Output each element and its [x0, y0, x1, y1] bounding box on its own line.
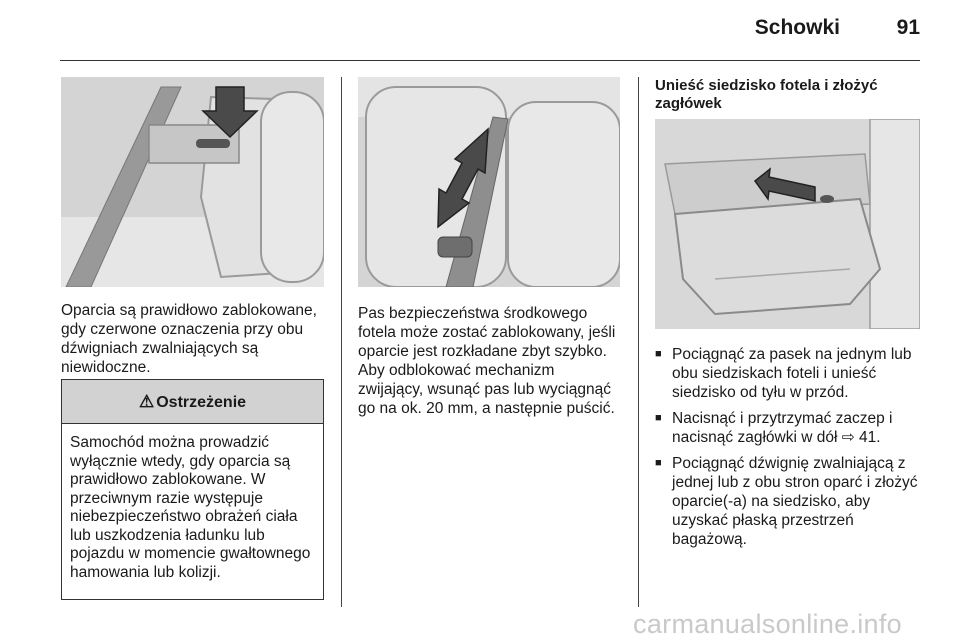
warning-text: Samochód można prowadzić wyłącznie wtedy, gdy oparcia są prawidłowo zablokowane. W przeciwnym razie występuje niebezpieczeństwo obrażeń ciała lub uszkodzenia ładunku lub pojazdu w momencie gwałtownego hamowania lub kolizji. — [70, 434, 311, 581]
seatback-lever-illustration — [61, 77, 324, 287]
instruction-list — [655, 345, 920, 549]
page-title: Schowki — [754, 16, 840, 39]
watermark-text: carmanualsonline.info — [633, 609, 902, 639]
warning-header — [62, 380, 323, 424]
seatbelt-paragraph: Pas bezpieczeństwa środkowego fotela może zostać zablokowany, jeśli oparcie jest rozkładane zbyt szybko. Aby odblokować mechanizm zwijający, wsunąć pas lub wyciągnąć go na ok. 20 mm, a następnie puścić. — [358, 305, 616, 417]
column-divider — [341, 77, 342, 607]
list-item: ■ Nacisnąć i przytrzymać zaczep i nacisnąć zagłówki w dół ⇨ 41. — [655, 409, 920, 447]
seat-cushion-illustration — [655, 119, 920, 329]
lock-status-paragraph: Oparcia są prawidłowo zablokowane, gdy czerwone oznaczenia przy obu dźwigniach zwalniających są niewidoczne. — [61, 302, 317, 376]
column-divider — [638, 77, 639, 607]
list-item: ■ Pociągnąć za pasek na jednym lub obu siedziskach foteli i unieść siedzisko od tyłu w przód. — [655, 345, 920, 402]
center-seatbelt-illustration — [358, 77, 620, 287]
column-left — [61, 77, 324, 377]
list-item: ■ Pociągnąć dźwignię zwalniającą z jednej lub z obu stron oparć i złożyć oparcie(-a) na siedzisko, aby uzyskać płaską przestrzeń bagażową. — [655, 454, 920, 549]
column-right — [655, 77, 920, 556]
page-header — [60, 0, 920, 61]
warning-box — [61, 379, 324, 600]
section-subheading: Unieść siedzisko fotela i złożyć zagłówek — [655, 77, 878, 112]
page-number: 91 — [896, 16, 920, 39]
column-middle — [358, 77, 620, 418]
warning-icon: ⚠ — [138, 392, 155, 411]
warning-title: Ostrzeżenie — [156, 394, 247, 411]
